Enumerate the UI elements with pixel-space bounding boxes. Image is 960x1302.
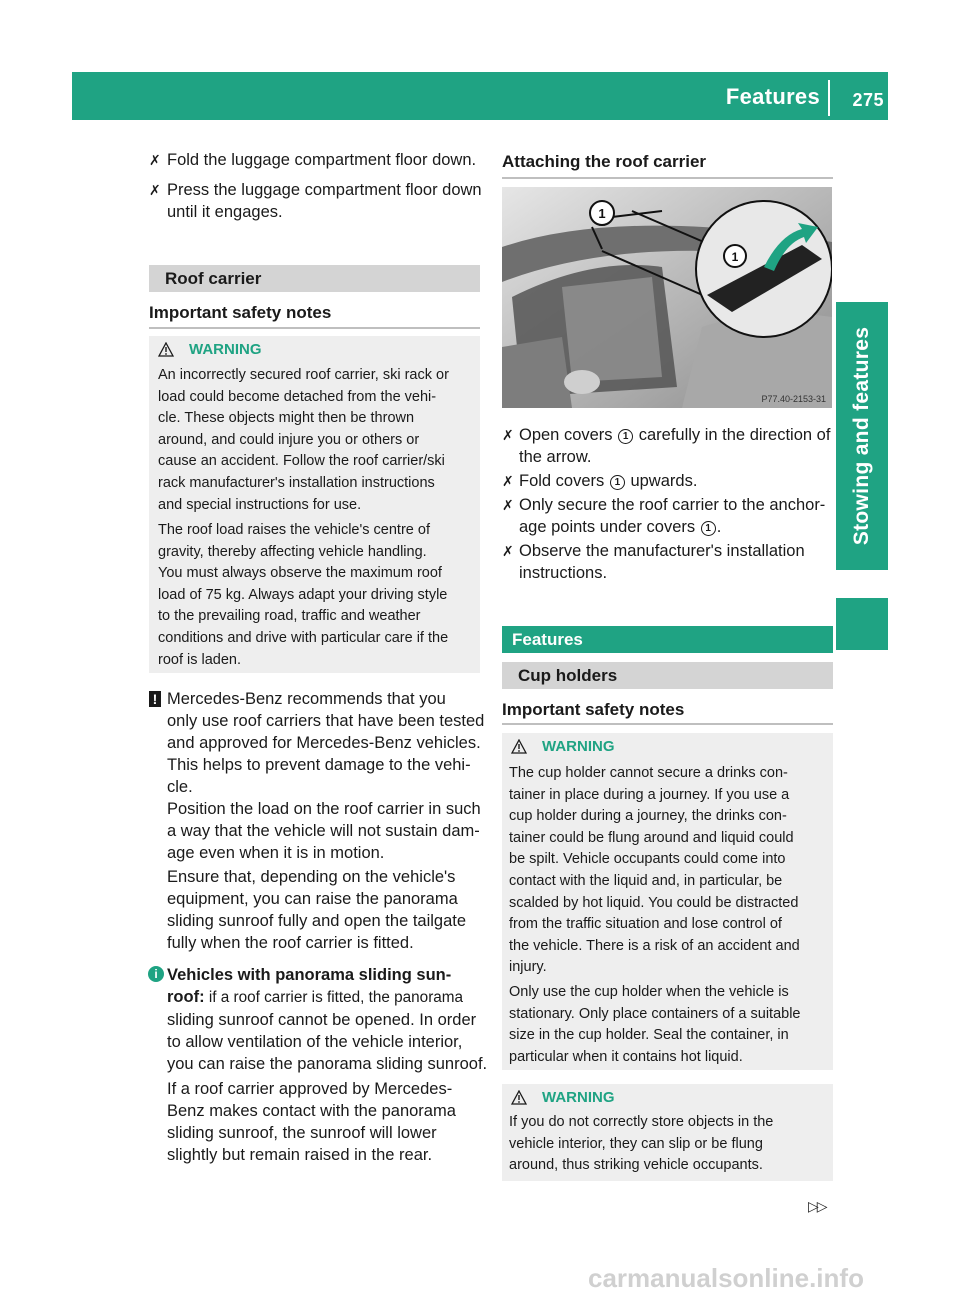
- svg-text:1: 1: [598, 206, 606, 221]
- watermark: carmanualsonline.info: [588, 1263, 864, 1293]
- warning-triangle-icon: [158, 342, 174, 357]
- subheading-safety-notes: Important safety notes: [149, 303, 332, 322]
- step-item: Open covers 1 carefully in the direction of the arrow.: [519, 426, 831, 466]
- subheading-safety-notes: Important safety notes: [502, 700, 685, 719]
- section-heading-cup-holders: Cup holders: [502, 662, 833, 689]
- callout-1-icon: 1: [610, 475, 625, 490]
- warning-box: [502, 1084, 833, 1181]
- warning-box: [149, 336, 480, 673]
- callout-1-icon: 1: [618, 429, 633, 444]
- warning-title: WARNING: [542, 738, 615, 755]
- heading-rule: [502, 723, 833, 725]
- image-code: P77.40-2153-31: [761, 394, 826, 404]
- attention-note: Position the load on the roof carrier in such a way that the vehicle will not sustain dam- age even when it is in motion.: [167, 800, 481, 862]
- section-heading-features: Features: [502, 626, 833, 653]
- roof-carrier-photo: [502, 187, 832, 408]
- warning-text: Only use the cup holder when the vehicle is stationary. Only place containers of a suitable size in the cup holder. Seal the container, in particular when it contains hot liquid.: [509, 984, 801, 1065]
- step-item: Fold the luggage compartment floor down.: [167, 151, 477, 169]
- info-note: Vehicles with panorama sliding sun- roof: if a roof carrier is fitted, the panorama sliding sunroof cannot be opened. In order to allow ventilation of the vehicle interior, you can raise the panorama sliding sunroof.: [167, 966, 488, 1073]
- step-item: Fold covers 1 upwards.: [519, 472, 698, 490]
- arrow-bullet-icon: ✗: [502, 497, 514, 513]
- warning-title: WARNING: [189, 341, 262, 358]
- section-title: Features: [725, 84, 820, 109]
- arrow-bullet-icon: ✗: [502, 473, 514, 489]
- continue-arrows-icon: ▷▷: [808, 1198, 826, 1214]
- subheading-attaching: Attaching the roof carrier: [502, 152, 707, 171]
- heading-rule: [502, 177, 833, 179]
- warning-box: [502, 733, 833, 1070]
- chapter-tab: [836, 302, 888, 570]
- warning-text: If you do not correctly store objects in the vehicle interior, they can slip or be flung around, thus striking vehicle occupants.: [509, 1114, 774, 1174]
- warning-text: The roof load raises the vehicle's centre of gravity, thereby affecting vehicle handling. You must always observe the maximum roof load of 75 kg. Always adapt your driving style to the prevailing road, traffic and weather conditions and drive with particular care if the roof is laden.: [158, 522, 449, 668]
- warning-title: WARNING: [542, 1089, 615, 1106]
- page-header: [72, 72, 888, 120]
- arrow-bullet-icon: ✗: [502, 543, 514, 559]
- warning-triangle-icon: [511, 1090, 527, 1105]
- arrow-bullet-icon: ✗: [502, 427, 514, 443]
- step-item: Only secure the roof carrier to the anchor- age points under covers 1 .: [519, 496, 826, 536]
- heading-rule: [149, 327, 480, 329]
- section-heading-roof-carrier: Roof carrier: [149, 265, 480, 292]
- warning-text: The cup holder cannot secure a drinks con- tainer in place during a journey. If you use a cup holder during a journey, the drinks con- tainer could be flung around and liquid could be spilt. Vehicle occupants could come into contact with the liquid and, in particular, be scalded by hot liquid. You could be distracted from the traffic situation and lose control of the vehicle. There is a risk of an accident and injury.: [509, 765, 800, 976]
- chapter-tab-label: Stowing and features: [850, 326, 873, 546]
- svg-text:1: 1: [731, 250, 739, 264]
- step-item: Press the luggage compartment floor down until it engages.: [167, 181, 482, 221]
- step-item: Observe the manufacturer's installation instructions.: [519, 542, 805, 582]
- info-note: If a roof carrier approved by Mercedes- Benz makes contact with the panorama sliding sunroof, the sunroof will lower slightly but remain raised in the rear.: [167, 1080, 456, 1164]
- info-icon: i: [148, 966, 164, 982]
- car-roof-illustration: [502, 187, 832, 408]
- warning-triangle-icon: [511, 739, 527, 754]
- attention-note: Ensure that, depending on the vehicle's equipment, you can raise the panorama sliding sunroof fully and open the tailgate fully when the roof carrier is fitted.: [167, 868, 467, 952]
- header-divider: [828, 80, 830, 116]
- warning-text: An incorrectly secured roof carrier, ski rack or load could become detached from the vehi- cle. These objects might then be thrown around, and could injure you or others or cause an accident. Follow the roof carrier/ski rack manufacturer's installation instructions and special instructions for use.: [158, 367, 449, 513]
- attention-icon: !: [149, 691, 161, 707]
- attention-note: Mercedes-Benz recommends that you only use roof carriers that have been tested and approved for Mercedes-Benz vehicles. This helps to prevent damage to the vehi- cle.: [167, 690, 485, 796]
- chapter-marker: [836, 598, 888, 650]
- callout-1-icon: 1: [701, 521, 716, 536]
- arrow-bullet-icon: ✗: [149, 152, 161, 168]
- page-number: 275: [852, 90, 884, 110]
- arrow-bullet-icon: ✗: [149, 182, 161, 198]
